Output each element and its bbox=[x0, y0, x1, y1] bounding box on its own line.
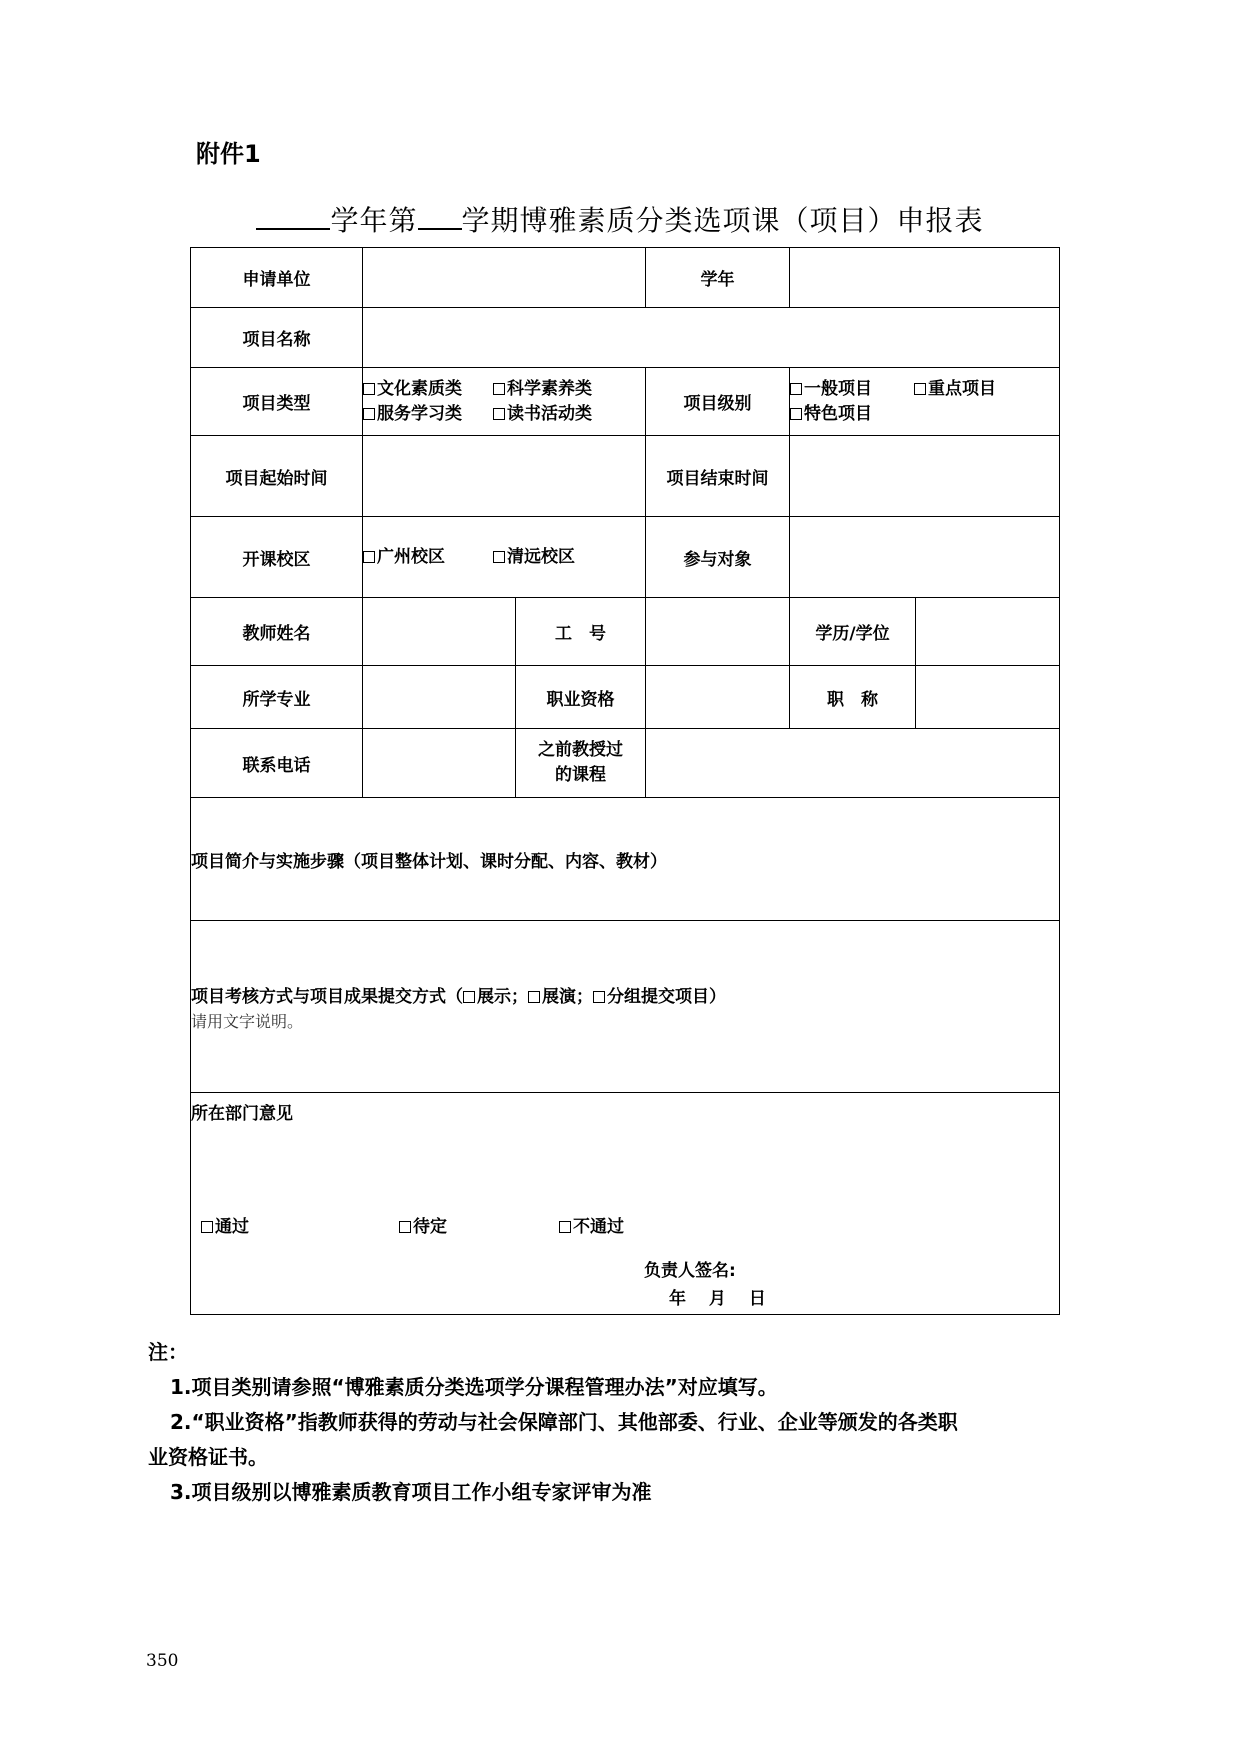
checkbox-icon[interactable] bbox=[559, 1221, 571, 1233]
term-blank[interactable] bbox=[418, 206, 462, 230]
campus-option[interactable]: 清远校区 bbox=[493, 545, 575, 570]
note-item: 1.项目类别请参照“博雅素质分类选项学分课程管理办法”对应填写。 bbox=[170, 1375, 778, 1399]
project-name-field[interactable] bbox=[363, 308, 1060, 368]
checkbox-icon[interactable] bbox=[493, 408, 505, 420]
prior-courses-field[interactable] bbox=[646, 729, 1060, 798]
prior-courses-label: 之前教授过 的课程 bbox=[516, 729, 646, 798]
project-type-label: 项目类型 bbox=[191, 368, 363, 436]
note-item: 2.“职业资格”指教师获得的劳动与社会保障部门、其他部委、行业、企业等颁发的各类职 bbox=[170, 1410, 958, 1434]
checkbox-icon[interactable] bbox=[790, 383, 802, 395]
decision-option-pending[interactable]: 待定 bbox=[399, 1212, 559, 1237]
project-name-label: 项目名称 bbox=[191, 308, 363, 368]
professional-title-label: 职 称 bbox=[790, 666, 916, 729]
professional-title-field[interactable] bbox=[916, 666, 1060, 729]
school-year-field[interactable] bbox=[790, 248, 1060, 308]
phone-label: 联系电话 bbox=[191, 729, 363, 798]
phone-field[interactable] bbox=[363, 729, 516, 798]
project-intro-section[interactable] bbox=[191, 798, 1060, 921]
date-line[interactable]: 年 月 日 bbox=[669, 1288, 766, 1309]
applicant-unit-label: 申请单位 bbox=[191, 248, 363, 308]
decision-option-fail[interactable]: 不通过 bbox=[559, 1212, 624, 1237]
degree-label: 学历/学位 bbox=[790, 598, 916, 666]
major-label: 所学专业 bbox=[191, 666, 363, 729]
checkbox-icon[interactable] bbox=[399, 1221, 411, 1233]
project-level-label: 项目级别 bbox=[646, 368, 790, 436]
signature-line[interactable]: 负责人签名: bbox=[644, 1260, 736, 1281]
checkbox-icon[interactable] bbox=[493, 383, 505, 395]
teacher-name-field[interactable] bbox=[363, 598, 516, 666]
checkbox-icon[interactable] bbox=[528, 991, 540, 1003]
end-time-label: 项目结束时间 bbox=[646, 436, 790, 517]
checkbox-icon[interactable] bbox=[914, 383, 926, 395]
project-level-option[interactable]: 重点项目 bbox=[914, 377, 996, 402]
notes-heading: 注： bbox=[148, 1340, 188, 1364]
note-item: 3.项目级别以博雅素质教育项目工作小组专家评审为准 bbox=[170, 1480, 652, 1504]
checkbox-icon[interactable] bbox=[493, 551, 505, 563]
audience-label: 参与对象 bbox=[646, 517, 790, 598]
page-number: 350 bbox=[146, 1651, 179, 1671]
checkbox-icon[interactable] bbox=[463, 991, 475, 1003]
application-form bbox=[190, 247, 1060, 1315]
assessment-section[interactable] bbox=[191, 921, 1060, 1093]
year-blank[interactable] bbox=[256, 206, 330, 230]
project-level-option[interactable]: 特色项目 bbox=[790, 402, 872, 427]
assessment-option[interactable]: 分组提交项目 bbox=[593, 982, 709, 1007]
qualification-label: 职业资格 bbox=[516, 666, 646, 729]
staff-id-label: 工 号 bbox=[516, 598, 646, 666]
project-level-options bbox=[790, 368, 1060, 436]
applicant-unit-field[interactable] bbox=[363, 248, 646, 308]
start-time-field[interactable] bbox=[363, 436, 646, 517]
checkbox-icon[interactable] bbox=[363, 383, 375, 395]
assessment-label: 项目考核方式与项目成果提交方式（ 展示； 展演； 分组提交项目） bbox=[191, 982, 1059, 1007]
dept-opinion-section bbox=[191, 1093, 1060, 1315]
project-type-option[interactable]: 科学素养类 bbox=[493, 377, 592, 402]
project-type-option[interactable]: 读书活动类 bbox=[493, 402, 592, 427]
checkbox-icon[interactable] bbox=[363, 551, 375, 563]
audience-field[interactable] bbox=[790, 517, 1060, 598]
assessment-hint: 请用文字说明。 bbox=[191, 1011, 304, 1031]
major-field[interactable] bbox=[363, 666, 516, 729]
checkbox-icon[interactable] bbox=[790, 408, 802, 420]
decision-options bbox=[191, 1212, 1059, 1237]
checkbox-icon[interactable] bbox=[363, 408, 375, 420]
start-time-label: 项目起始时间 bbox=[191, 436, 363, 517]
campus-options bbox=[363, 517, 646, 598]
project-type-option[interactable]: 服务学习类 bbox=[363, 402, 493, 427]
project-intro-label: 项目简介与实施步骤（项目整体计划、课时分配、内容、教材） bbox=[191, 851, 667, 872]
dept-opinion-label: 所在部门意见 bbox=[191, 1103, 293, 1124]
checkbox-icon[interactable] bbox=[201, 1221, 213, 1233]
project-type-option[interactable]: 文化素质类 bbox=[363, 377, 493, 402]
staff-id-field[interactable] bbox=[646, 598, 790, 666]
degree-field[interactable] bbox=[916, 598, 1060, 666]
note-item-continuation: 业资格证书。 bbox=[148, 1445, 268, 1469]
decision-option-pass[interactable]: 通过 bbox=[201, 1212, 399, 1237]
campus-label: 开课校区 bbox=[191, 517, 363, 598]
assessment-option[interactable]: 展演； bbox=[528, 982, 593, 1007]
page-title: 学年第 学期博雅素质分类选项课（项目）申报表 bbox=[190, 199, 1050, 239]
assessment-option[interactable]: 展示； bbox=[463, 982, 528, 1007]
campus-option[interactable]: 广州校区 bbox=[363, 545, 493, 570]
teacher-name-label: 教师姓名 bbox=[191, 598, 363, 666]
notes-section bbox=[148, 1335, 1108, 1510]
qualification-field[interactable] bbox=[646, 666, 790, 729]
attachment-label: 附件1 bbox=[196, 140, 261, 168]
project-level-option[interactable]: 一般项目 bbox=[790, 377, 914, 402]
school-year-label: 学年 bbox=[646, 248, 790, 308]
checkbox-icon[interactable] bbox=[593, 991, 605, 1003]
project-type-options bbox=[363, 368, 646, 436]
end-time-field[interactable] bbox=[790, 436, 1060, 517]
